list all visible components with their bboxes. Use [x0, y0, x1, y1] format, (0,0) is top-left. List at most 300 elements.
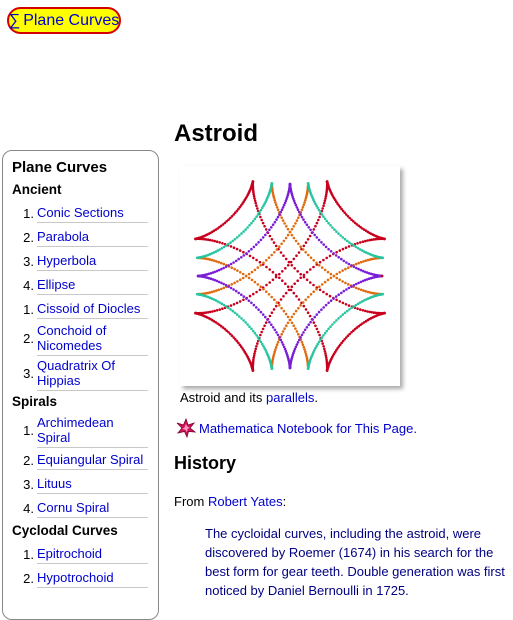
history-heading: History — [174, 453, 237, 473]
curve-dot — [337, 256, 340, 259]
curve-dot — [302, 248, 305, 251]
curve-dot — [324, 350, 327, 353]
list-item[interactable]: 1. Conic Sections — [12, 201, 150, 225]
curve-dot — [285, 237, 288, 240]
curve-dot — [285, 258, 288, 261]
curve-dot — [309, 235, 312, 238]
sidebar-link[interactable]: Equiangular Spiral — [37, 450, 148, 470]
curve-dot — [218, 241, 221, 244]
curve-dot — [323, 202, 326, 205]
list-item[interactable]: 4. Ellipse — [12, 273, 150, 297]
curve-dot — [295, 310, 298, 313]
sidebar-link[interactable]: Epitrochoid — [37, 544, 148, 564]
curve-dot — [243, 295, 246, 298]
curve-dot — [335, 251, 338, 254]
curve-dot — [273, 308, 276, 311]
curve-dot — [313, 228, 316, 231]
curve-dot — [260, 311, 263, 314]
curve-dot — [362, 240, 365, 243]
curve-dot — [243, 254, 246, 257]
curve-dot — [280, 298, 283, 301]
curve-dot — [271, 311, 274, 314]
curve-dot — [350, 243, 353, 246]
curve-dot — [321, 336, 324, 339]
curve-dot — [311, 318, 314, 321]
curve-dot — [251, 183, 254, 186]
curve-dot — [270, 296, 273, 299]
curve-dot — [236, 269, 239, 272]
curve-dot — [265, 321, 268, 324]
curve-dot — [274, 348, 277, 351]
curve-dot — [303, 204, 306, 207]
curve-dot — [225, 266, 228, 269]
curve-dot — [329, 255, 332, 258]
curve-dot — [235, 290, 238, 293]
curve-dot — [357, 288, 360, 291]
curve-dot — [239, 300, 242, 303]
curve-dot — [306, 223, 309, 226]
curve-dot — [255, 334, 258, 337]
parallels-link[interactable]: parallels — [266, 390, 315, 405]
curve-dot — [319, 339, 322, 342]
curve-dot — [265, 290, 268, 293]
curve-dot — [324, 281, 327, 284]
curve-dot — [248, 224, 251, 227]
curve-dot — [227, 307, 230, 310]
curve-dot — [285, 292, 288, 295]
curve-dot — [222, 283, 225, 286]
curve-dot — [278, 213, 281, 216]
list-item[interactable]: 4. Cornu Spiral — [12, 496, 150, 520]
curve-dot — [283, 310, 286, 313]
curve-dot — [258, 339, 261, 342]
list-item[interactable]: 3. Lituus — [12, 472, 150, 496]
list-item[interactable]: 2. Parabola — [12, 225, 150, 249]
curve-dot — [255, 215, 258, 218]
history-quote: The cycloidal curves, including the astroid, were discovered by Roemer (1674) in his search for the best form for gear teeth. Double generation was first noticed by Daniel Bernoulli in 1725. — [205, 526, 505, 598]
curve-dot — [360, 261, 363, 264]
curve-dot — [285, 225, 288, 228]
curve-dot — [229, 241, 232, 244]
sidebar-link[interactable]: Parabola — [37, 227, 148, 247]
curve-dot — [254, 218, 257, 221]
curve-dot — [272, 279, 275, 282]
curve-dot — [329, 295, 332, 298]
curve-dot — [269, 315, 272, 318]
curve-dot — [283, 327, 286, 330]
curve-dot — [240, 256, 243, 259]
curve-dot — [344, 268, 347, 271]
curve-dot — [287, 316, 290, 319]
curve-dot — [325, 355, 328, 358]
curve-dot — [233, 282, 236, 285]
curve-dot — [257, 213, 260, 216]
curve-dot — [337, 232, 340, 235]
curve-dot — [322, 291, 325, 294]
curve-dot — [345, 246, 348, 249]
curve-dot — [257, 308, 260, 311]
curve-dot — [319, 289, 322, 292]
sidebar-link[interactable]: Cornu Spiral — [37, 498, 148, 518]
curve-dot — [232, 240, 235, 243]
curve-dot — [305, 353, 308, 356]
curve-dot — [327, 279, 330, 282]
curve-dot — [250, 302, 253, 305]
curve-dot — [355, 283, 358, 286]
curve-dot — [246, 226, 249, 229]
curve-dot — [326, 220, 329, 223]
curve-dot — [302, 301, 305, 304]
curve-dot — [242, 251, 245, 254]
curve-dot — [319, 261, 322, 264]
curve-dot — [250, 328, 253, 331]
curve-dot — [270, 323, 273, 326]
sidebar-link[interactable]: Hyperbola — [37, 251, 148, 271]
curve-dot — [324, 269, 327, 272]
curve-dot — [360, 289, 363, 292]
curve-dot — [307, 238, 310, 241]
curve-dot — [355, 267, 358, 270]
section-title-cyclodal: Cyclodal Curves — [12, 523, 118, 538]
curve-dot — [225, 284, 228, 287]
curve-dot — [248, 250, 251, 253]
sidebar-link[interactable]: Archimedean Spiral — [37, 413, 148, 448]
cyclodal-list — [12, 542, 150, 590]
list-item[interactable]: 3. Quadratrix Of Hippias — [12, 356, 150, 391]
curve-dot — [304, 251, 307, 254]
curve-dot — [301, 341, 304, 344]
curve-dot — [280, 307, 283, 310]
curve-dot — [307, 254, 310, 257]
curve-dot — [302, 206, 305, 209]
page-title: Astroid — [174, 120, 258, 147]
curve-dot — [341, 280, 344, 283]
curve-dot — [268, 256, 271, 259]
sidebar-link[interactable]: Lituus — [37, 474, 148, 494]
curve-dot — [221, 307, 224, 310]
curve-dot — [282, 295, 285, 298]
curve-dot — [312, 259, 315, 262]
curve-dot — [273, 251, 276, 254]
curve-dot — [344, 238, 347, 241]
curve-dot — [276, 343, 279, 346]
curve-dot — [292, 225, 295, 228]
curve-dot — [303, 276, 306, 279]
spirals-list — [12, 413, 150, 520]
curve-dot — [295, 204, 298, 207]
curve-dot — [264, 316, 267, 319]
curve-dot — [232, 310, 235, 313]
curve-dot — [296, 206, 299, 209]
mathematica-notebook-link[interactable]: Mathematica Notebook for This Page. — [199, 420, 417, 436]
curve-dot — [291, 264, 294, 267]
curve-dot — [333, 228, 336, 231]
curve-dot — [230, 304, 233, 307]
curve-dot — [272, 271, 275, 274]
curve-dot — [366, 310, 369, 313]
curve-dot — [298, 211, 301, 214]
curve-dot — [369, 239, 372, 242]
curve-dot — [316, 328, 319, 331]
curve-dot — [302, 331, 305, 334]
curve-dot — [251, 271, 254, 274]
curve-dot — [340, 258, 343, 261]
curve-dot — [322, 243, 325, 246]
curve-dot — [274, 329, 277, 332]
curve-dot — [268, 321, 271, 324]
curve-dot — [318, 239, 321, 242]
curve-dot — [257, 266, 260, 269]
curve-dot — [304, 329, 307, 332]
curve-dot — [297, 243, 300, 246]
curve-dot — [326, 367, 329, 370]
curve-dot — [324, 197, 327, 200]
curve-dot — [259, 289, 262, 292]
curve-dot — [268, 293, 271, 296]
curve-dot — [236, 236, 239, 239]
curve-dot — [322, 259, 325, 262]
curve-dot — [242, 277, 245, 280]
curve-dot — [353, 266, 356, 269]
curve-dot — [234, 312, 237, 315]
curve-dot — [252, 330, 255, 333]
curve-dot — [353, 305, 356, 308]
curve-dot — [232, 288, 235, 291]
curve-dot — [248, 273, 251, 276]
curve-dot — [327, 248, 330, 251]
curve-dot — [343, 290, 346, 293]
curve-dot — [355, 263, 358, 266]
sidebar-link[interactable]: Ellipse — [37, 275, 148, 295]
curve-dot — [316, 207, 319, 210]
curve-dot — [265, 284, 268, 287]
curve-dot — [271, 238, 274, 241]
curve-dot — [239, 278, 242, 281]
curve-dot — [304, 221, 307, 224]
curve-dot — [296, 330, 299, 333]
sidebar-title: Plane Curves — [12, 159, 108, 176]
curve-dot — [291, 228, 294, 231]
curve-dot — [260, 209, 263, 212]
curve-dot — [253, 197, 256, 200]
curve-dot — [275, 204, 278, 207]
curve-dot — [256, 207, 259, 210]
sidebar-link[interactable]: Conic Sections — [37, 203, 148, 223]
curve-dot — [287, 285, 290, 288]
curve-dot — [254, 348, 257, 351]
curve-dot — [346, 310, 349, 313]
curve-dot — [293, 237, 296, 240]
curve-dot — [341, 269, 344, 272]
curve-dot — [298, 298, 301, 301]
curve-dot — [382, 237, 385, 240]
curve-dot — [252, 293, 255, 296]
curve-dot — [257, 336, 260, 339]
curve-dot — [306, 326, 309, 329]
curve-dot — [312, 266, 315, 269]
plane-curves-badge[interactable] — [7, 7, 121, 34]
curve-dot — [299, 273, 302, 276]
curve-dot — [242, 319, 245, 322]
curve-dot — [265, 266, 268, 269]
curve-dot — [309, 268, 312, 271]
curve-dot — [297, 208, 300, 211]
curve-dot — [330, 250, 333, 253]
curve-dot — [268, 229, 271, 232]
curve-dot — [222, 267, 225, 270]
list-item[interactable]: 2. Equiangular Spiral — [12, 448, 150, 472]
curve-dot — [322, 345, 325, 348]
curve-dot — [303, 346, 306, 349]
curve-dot — [242, 230, 245, 233]
curve-dot — [233, 246, 236, 249]
curve-dot — [275, 218, 278, 221]
curve-dot — [381, 257, 384, 260]
curve-dot — [339, 300, 342, 303]
curve-dot — [353, 284, 356, 287]
curve-dot — [344, 282, 347, 285]
notebook-row[interactable] — [176, 418, 417, 438]
curve-dot — [252, 257, 255, 260]
curve-dot — [236, 248, 239, 251]
sidebar-link[interactable]: Hypotrochoid — [37, 568, 148, 588]
curve-dot — [355, 246, 358, 249]
curve-dot — [315, 288, 318, 291]
curve-dot — [248, 277, 251, 280]
curve-dot — [327, 328, 330, 331]
curve-dot — [245, 297, 248, 300]
curve-dot — [357, 282, 360, 285]
curve-dot — [230, 263, 233, 266]
robert-yates-link[interactable]: Robert Yates — [207, 494, 283, 509]
curve-dot — [262, 236, 265, 239]
curve-dot — [249, 295, 252, 298]
list-item[interactable]: 1. Archimedean Spiral — [12, 413, 150, 448]
curve-dot — [280, 243, 283, 246]
curve-dot — [347, 266, 350, 269]
curve-dot — [218, 308, 221, 311]
curve-dot — [268, 268, 271, 271]
curve-dot — [278, 245, 281, 248]
curve-dot — [215, 260, 218, 263]
curve-dot — [322, 334, 325, 337]
curve-dot — [254, 350, 257, 353]
curve-dot — [322, 204, 325, 207]
list-item[interactable]: 2. Hypotrochoid — [12, 566, 150, 590]
curve-dot — [225, 305, 228, 308]
curve-dot — [261, 343, 264, 346]
curve-dot — [237, 292, 240, 295]
list-item[interactable]: 3. Hyperbola — [12, 249, 150, 273]
curve-dot — [273, 241, 276, 244]
curve-dot — [250, 248, 253, 251]
curve-dot — [324, 218, 327, 221]
curve-dot — [218, 289, 221, 292]
curve-dot — [282, 206, 285, 209]
curve-dot — [282, 330, 285, 333]
list-item[interactable]: 1. Epitrochoid — [12, 542, 150, 566]
curve-dot — [255, 259, 258, 262]
sidebar-link[interactable]: Cissoid of Diocles — [37, 299, 148, 319]
list-item[interactable]: 1. Cissoid of Diocles — [12, 297, 150, 321]
curve-dot — [218, 261, 221, 264]
curve-dot — [324, 332, 327, 335]
curve-dot — [275, 346, 278, 349]
curve-dot — [381, 275, 384, 278]
astroid-parallels-plot — [180, 166, 400, 386]
curve-dot — [259, 261, 262, 264]
curve-dot — [353, 244, 356, 247]
curve-dot — [348, 287, 351, 290]
curve-dot — [291, 234, 294, 237]
curve-dot — [275, 276, 278, 279]
curve-dot — [344, 312, 347, 315]
curve-dot — [364, 240, 367, 243]
curve-dot — [335, 295, 338, 298]
curve-dot — [285, 324, 288, 327]
curve-dot — [276, 206, 279, 209]
curve-dot — [284, 282, 287, 285]
curve-dot — [301, 334, 304, 337]
curve-dot — [305, 241, 308, 244]
curve-dot — [256, 342, 259, 345]
curve-dot — [281, 270, 284, 273]
list-item[interactable]: 2. Conchoid of Nicomedes — [12, 321, 150, 356]
curve-dot — [326, 330, 329, 333]
curve-dot — [292, 324, 295, 327]
curve-dot — [318, 285, 321, 288]
curve-dot — [320, 241, 323, 244]
curve-dot — [260, 239, 263, 242]
curve-dot — [281, 208, 284, 211]
curve-dot — [319, 211, 322, 214]
curve-dot — [321, 283, 324, 286]
curve-dot — [291, 316, 294, 319]
curve-dot — [321, 342, 324, 345]
curve-dot — [293, 292, 296, 295]
sidebar-link[interactable]: Quadratrix Of Hippias — [37, 356, 148, 391]
curve-dot — [311, 231, 314, 234]
curve-dot — [262, 328, 265, 331]
curve-dot — [359, 308, 362, 311]
curve-dot — [282, 343, 285, 346]
curve-dot — [337, 317, 340, 320]
curve-dot — [348, 304, 351, 307]
curve-dot — [310, 256, 313, 259]
curve-dot — [253, 195, 256, 198]
curve-dot — [274, 201, 277, 204]
sidebar-link[interactable]: Conchoid of Nicomedes — [37, 321, 148, 356]
curve-dot — [304, 350, 307, 353]
curve-dot — [250, 222, 253, 225]
curve-dot — [242, 273, 245, 276]
curve-dot — [274, 221, 277, 224]
curve-dot — [216, 240, 219, 243]
curve-dot — [338, 271, 341, 274]
curve-dot — [231, 266, 234, 269]
curve-dot — [304, 298, 307, 301]
curve-dot — [281, 279, 284, 282]
curve-dot — [248, 325, 251, 328]
curve-dot — [220, 282, 223, 285]
curve-dot — [240, 293, 243, 296]
curve-dot — [255, 291, 258, 294]
curve-dot — [342, 248, 345, 251]
curve-dot — [242, 299, 245, 302]
curve-dot — [283, 222, 286, 225]
curve-dot — [216, 309, 219, 312]
curve-dot — [325, 246, 328, 249]
